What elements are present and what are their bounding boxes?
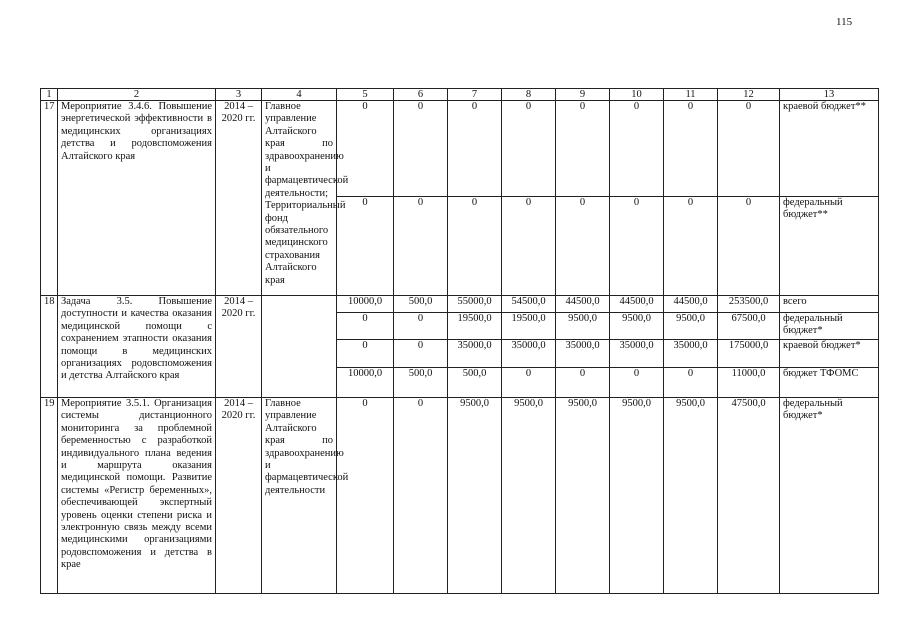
value-cell: 44500,0 bbox=[610, 296, 664, 313]
value-cell: 0 bbox=[664, 368, 718, 398]
funding-source: краевой бюджет** bbox=[780, 101, 879, 197]
value-cell: 9500,0 bbox=[610, 313, 664, 340]
col-header: 13 bbox=[780, 89, 879, 101]
col-header: 11 bbox=[664, 89, 718, 101]
value-cell: 175000,0 bbox=[718, 340, 780, 368]
value-cell: 253500,0 bbox=[718, 296, 780, 313]
activity-name: Мероприятие 3.4.6. Повышение энергетической эффективности в медицинских организациях детства и родовспоможения Алтайского края bbox=[58, 101, 216, 296]
value-cell: 0 bbox=[610, 368, 664, 398]
value-cell: 35000,0 bbox=[448, 340, 502, 368]
funding-source: всего bbox=[780, 296, 879, 313]
value-cell: 0 bbox=[448, 197, 502, 296]
table-row bbox=[41, 398, 879, 594]
value-cell: 55000,0 bbox=[448, 296, 502, 313]
value-cell: 19500,0 bbox=[502, 313, 556, 340]
value-cell: 19500,0 bbox=[448, 313, 502, 340]
col-header: 2 bbox=[58, 89, 216, 101]
value-cell: 10000,0 bbox=[337, 296, 394, 313]
value-cell: 0 bbox=[394, 340, 448, 368]
table-row bbox=[41, 296, 879, 313]
value-cell: 47500,0 bbox=[718, 398, 780, 594]
col-header: 1 bbox=[41, 89, 58, 101]
value-cell: 35000,0 bbox=[664, 340, 718, 368]
value-cell: 500,0 bbox=[394, 368, 448, 398]
col-header: 12 bbox=[718, 89, 780, 101]
page-number: 115 bbox=[836, 16, 853, 28]
value-cell: 0 bbox=[664, 197, 718, 296]
budget-table bbox=[40, 88, 879, 594]
col-header: 7 bbox=[448, 89, 502, 101]
value-cell: 0 bbox=[394, 313, 448, 340]
value-cell: 0 bbox=[394, 398, 448, 594]
value-cell: 9500,0 bbox=[664, 313, 718, 340]
executor-cell: Главное управление Алтайского края по здравоохранению и фармацевтической деятельности; Территориальный фонд обязательного медицинского страхования Алтайского края bbox=[262, 101, 337, 296]
funding-source: краевой бюджет* bbox=[780, 340, 879, 368]
value-cell: 0 bbox=[394, 197, 448, 296]
value-cell: 11000,0 bbox=[718, 368, 780, 398]
value-cell: 9500,0 bbox=[502, 398, 556, 594]
value-cell: 500,0 bbox=[394, 296, 448, 313]
value-cell: 0 bbox=[718, 101, 780, 197]
row-number: 19 bbox=[41, 398, 58, 594]
funding-source: федеральный бюджет** bbox=[780, 197, 879, 296]
value-cell: 0 bbox=[610, 101, 664, 197]
value-cell: 0 bbox=[337, 313, 394, 340]
value-cell: 0 bbox=[502, 101, 556, 197]
funding-source: бюджет ТФОМС bbox=[780, 368, 879, 398]
value-cell: 9500,0 bbox=[448, 398, 502, 594]
value-cell: 0 bbox=[556, 197, 610, 296]
value-cell: 35000,0 bbox=[556, 340, 610, 368]
value-cell: 10000,0 bbox=[337, 368, 394, 398]
col-header: 4 bbox=[262, 89, 337, 101]
value-cell: 0 bbox=[394, 101, 448, 197]
col-header: 3 bbox=[216, 89, 262, 101]
funding-source: федеральный бюджет* bbox=[780, 313, 879, 340]
executor-cell bbox=[262, 296, 337, 398]
value-cell: 35000,0 bbox=[502, 340, 556, 368]
value-cell: 0 bbox=[556, 368, 610, 398]
activity-name: Мероприятие 3.5.1. Организация системы дистанционного мониторинга за проблемной беременностью с разработкой индивидуального плана ведения и маршрута оказания медицинской помощи. Развитие системы «Регистр беременных», обеспечивающей экспертный уровень оценки степени риска и электронную связь между всеми медицинскими организациями родовспоможения и детства в крае bbox=[58, 398, 216, 594]
table-row bbox=[41, 101, 879, 197]
value-cell: 9500,0 bbox=[556, 398, 610, 594]
value-cell: 0 bbox=[337, 197, 394, 296]
col-header: 10 bbox=[610, 89, 664, 101]
value-cell: 0 bbox=[664, 101, 718, 197]
executor-cell: Главное управление Алтайского края по здравоохранению и фармацевтической деятельности bbox=[262, 398, 337, 594]
col-header: 5 bbox=[337, 89, 394, 101]
col-header: 9 bbox=[556, 89, 610, 101]
value-cell: 0 bbox=[337, 101, 394, 197]
period-cell: 2014 – 2020 гг. bbox=[216, 101, 262, 296]
value-cell: 0 bbox=[502, 197, 556, 296]
value-cell: 0 bbox=[448, 101, 502, 197]
funding-source: федеральный бюджет* bbox=[780, 398, 879, 594]
value-cell: 35000,0 bbox=[610, 340, 664, 368]
value-cell: 67500,0 bbox=[718, 313, 780, 340]
period-cell: 2014 – 2020 гг. bbox=[216, 296, 262, 398]
col-header: 6 bbox=[394, 89, 448, 101]
period-cell: 2014 – 2020 гг. bbox=[216, 398, 262, 594]
value-cell: 9500,0 bbox=[556, 313, 610, 340]
value-cell: 500,0 bbox=[448, 368, 502, 398]
value-cell: 0 bbox=[502, 368, 556, 398]
value-cell: 0 bbox=[556, 101, 610, 197]
value-cell: 0 bbox=[337, 340, 394, 368]
header-row bbox=[41, 89, 879, 101]
value-cell: 44500,0 bbox=[664, 296, 718, 313]
value-cell: 44500,0 bbox=[556, 296, 610, 313]
value-cell: 0 bbox=[337, 398, 394, 594]
value-cell: 9500,0 bbox=[610, 398, 664, 594]
value-cell: 9500,0 bbox=[664, 398, 718, 594]
value-cell: 0 bbox=[718, 197, 780, 296]
row-number: 17 bbox=[41, 101, 58, 296]
row-number: 18 bbox=[41, 296, 58, 398]
col-header: 8 bbox=[502, 89, 556, 101]
task-name: Задача 3.5. Повышение доступности и качества оказания медицинской помощи с сохранением этапности оказания помощи в медицинских организациях родовспоможения и детства Алтайского края bbox=[58, 296, 216, 398]
value-cell: 54500,0 bbox=[502, 296, 556, 313]
value-cell: 0 bbox=[610, 197, 664, 296]
